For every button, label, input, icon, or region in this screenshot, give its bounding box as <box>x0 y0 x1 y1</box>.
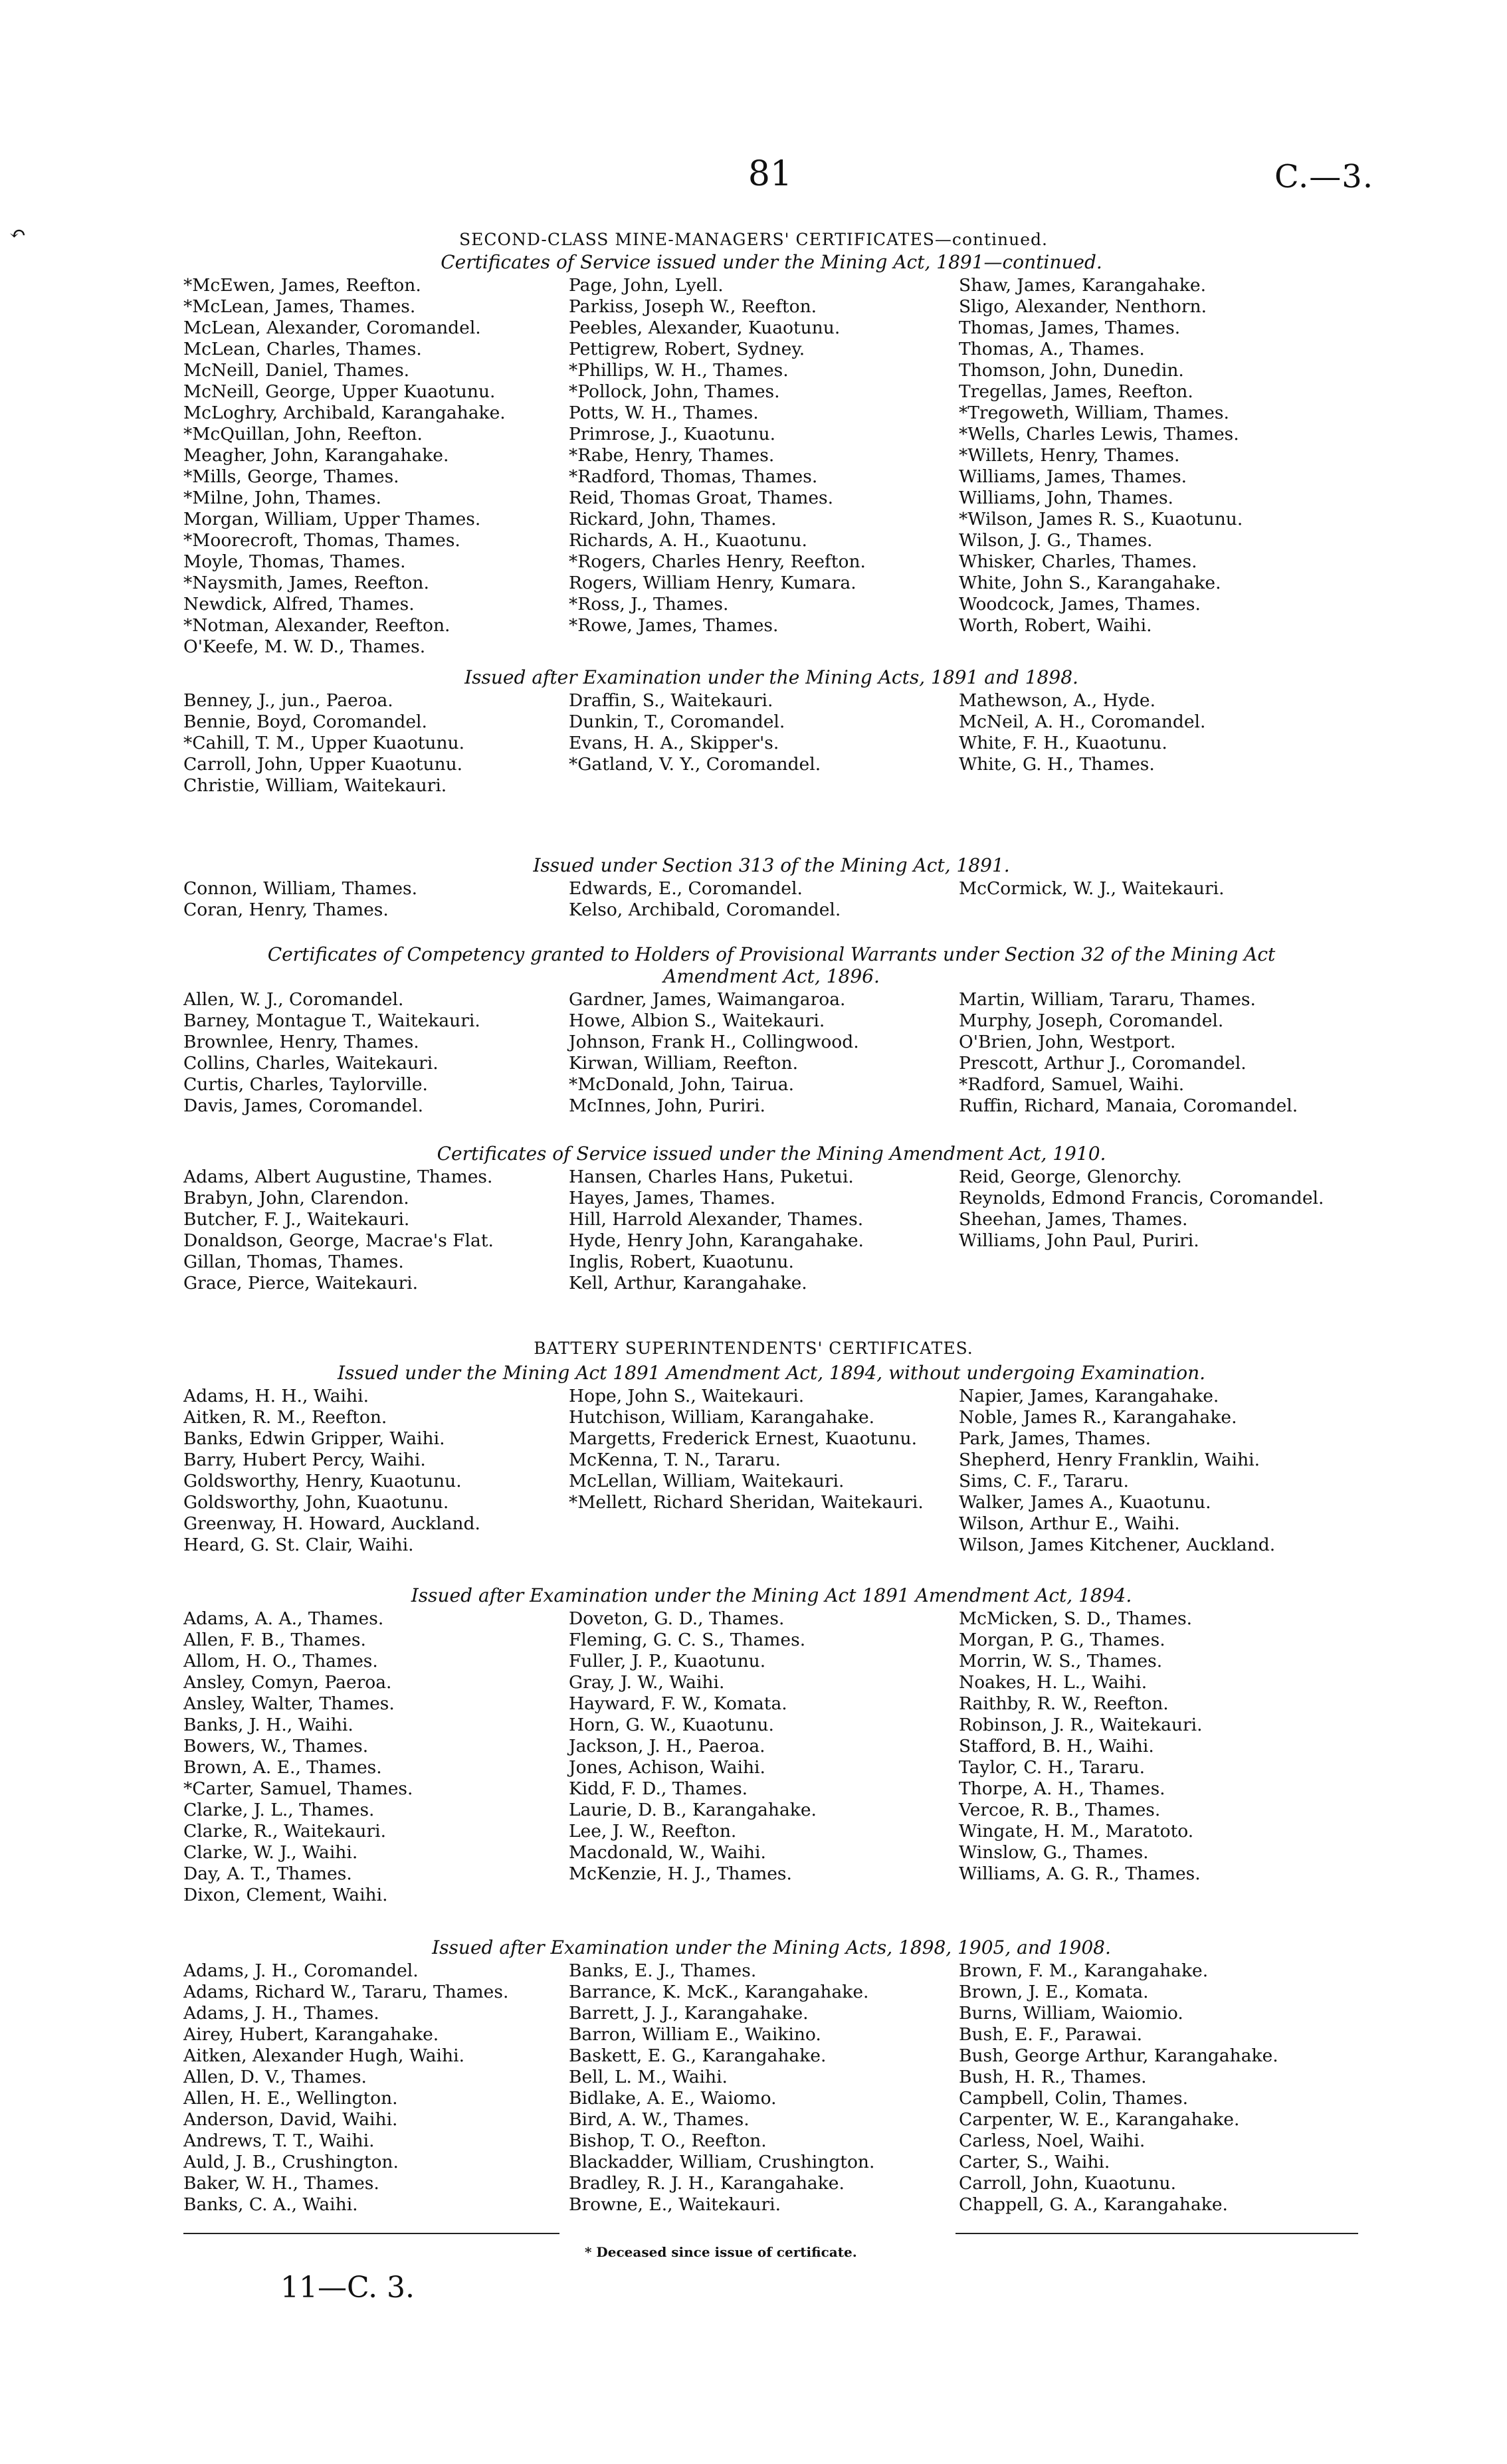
list-item: Fleming, G. C. S., Thames. <box>569 1630 806 1650</box>
list-item: Hill, Harrold Alexander, Thames. <box>569 1209 864 1230</box>
list-item: Lee, J. W., Reefton. <box>569 1821 737 1842</box>
list-item: *McDonald, John, Tairua. <box>569 1074 794 1095</box>
list-item: Barry, Hubert Percy, Waihi. <box>183 1450 426 1470</box>
section-battery-exam-1898-1908 <box>183 1937 1359 2216</box>
title-mine-managers: SECOND-CLASS MINE-MANAGERS' CERTIFICATES—continued. <box>459 230 1048 249</box>
list-item: *Ross, J., Thames. <box>569 594 729 615</box>
list-item: Brabyn, John, Clarendon. <box>183 1188 409 1208</box>
list-item: Browne, E., Waitekauri. <box>569 2194 781 2215</box>
list-item: Jones, Achison, Waihi. <box>569 1757 765 1778</box>
list-item: Bidlake, A. E., Waiomo. <box>569 2088 777 2109</box>
column-3 <box>959 275 1359 658</box>
section-competency-1896 <box>183 943 1359 1117</box>
list-item: Bush, George Arthur, Karangahake. <box>959 2045 1278 2066</box>
list-item: Johnson, Frank H., Collingwood. <box>569 1032 859 1052</box>
list-item: McMicken, S. D., Thames. <box>959 1608 1193 1629</box>
signature-mark: 11—C. 3. <box>280 2271 415 2305</box>
list-item: McLean, Charles, Thames. <box>183 339 422 359</box>
list-item: Potts, W. H., Thames. <box>569 403 759 423</box>
column-1 <box>183 1608 569 1906</box>
list-item: *Mellett, Richard Sheridan, Waitekauri. <box>569 1492 924 1513</box>
list-item: Carter, S., Waihi. <box>959 2152 1110 2172</box>
list-item: Winslow, G., Thames. <box>959 1842 1149 1863</box>
list-item: *Milne, John, Thames. <box>183 488 381 508</box>
list-item: Hyde, Henry John, Karangahake. <box>569 1230 864 1251</box>
list-item: Brown, J. E., Komata. <box>959 1982 1149 2002</box>
list-item: Williams, James, Thames. <box>959 466 1187 487</box>
list-item: Thomas, James, Thames. <box>959 318 1181 338</box>
list-item: Allen, D. V., Thames. <box>183 2067 367 2087</box>
list-item: Kidd, F. D., Thames. <box>569 1778 748 1799</box>
list-item: Noakes, H. L., Waihi. <box>959 1672 1148 1693</box>
list-item: *Gatland, V. Y., Coromandel. <box>569 754 821 775</box>
column-1 <box>183 1167 569 1294</box>
list-item: Gillan, Thomas, Thames. <box>183 1252 404 1272</box>
margin-mark: ↶ <box>9 223 27 246</box>
list-item: *Phillips, W. H., Thames. <box>569 360 789 381</box>
list-item: Brown, F. M., Karangahake. <box>959 1960 1209 1981</box>
list-item: Evans, H. A., Skipper's. <box>569 733 779 753</box>
section-heading: Issued after Examination under the Mining Acts, 1891 and 1898. <box>464 666 1078 688</box>
list-item: Kirwan, William, Reefton. <box>569 1053 799 1074</box>
list-item: *Wells, Charles Lewis, Thames. <box>959 424 1239 444</box>
list-item: Sligo, Alexander, Nenthorn. <box>959 296 1207 317</box>
list-item: Sheehan, James, Thames. <box>959 1209 1188 1230</box>
footnote: * Deceased since issue of certificate. <box>585 2244 857 2260</box>
list-item: Morgan, William, Upper Thames. <box>183 509 481 529</box>
list-item: Moyle, Thomas, Thames. <box>183 551 406 572</box>
column-2 <box>569 1386 959 1556</box>
column-1 <box>183 878 569 921</box>
list-item: Davis, James, Coromandel. <box>183 1095 424 1116</box>
list-item: Murphy, Joseph, Coromandel. <box>959 1010 1224 1031</box>
column-3 <box>959 878 1359 921</box>
list-item: Morgan, P. G., Thames. <box>959 1630 1165 1650</box>
section-heading: Certificates of Service issued under the Mining Amendment Act, 1910. <box>437 1143 1106 1165</box>
list-item: Hutchison, William, Karangahake. <box>569 1407 875 1428</box>
list-item: Bush, E. F., Parawai. <box>959 2024 1143 2045</box>
list-item: *Carter, Samuel, Thames. <box>183 1778 413 1799</box>
list-item: O'Keefe, M. W. D., Thames. <box>183 636 426 657</box>
list-item: McCormick, W. J., Waitekauri. <box>959 878 1225 899</box>
list-item: Clarke, W. J., Waihi. <box>183 1842 358 1863</box>
list-item: *Naysmith, James, Reefton. <box>183 573 429 593</box>
section-heading: Issued after Examination under the Mining Act 1891 Amendment Act, 1894. <box>411 1584 1132 1606</box>
list-item: Prescott, Arthur J., Coromandel. <box>959 1053 1247 1074</box>
title-battery: BATTERY SUPERINTENDENTS' CERTIFICATES. <box>534 1339 973 1358</box>
column-2 <box>569 1167 959 1294</box>
list-item: Gray, J. W., Waihi. <box>569 1672 725 1693</box>
list-item: Allen, H. E., Wellington. <box>183 2088 398 2109</box>
list-item: Campbell, Colin, Thames. <box>959 2088 1189 2109</box>
section-battery-exam-1894 <box>183 1584 1359 1906</box>
list-item: Primrose, J., Kuaotunu. <box>569 424 775 444</box>
list-item: Horn, G. W., Kuaotunu. <box>569 1715 774 1735</box>
list-item: Barney, Montague T., Waitekauri. <box>183 1010 480 1031</box>
list-item: Worth, Robert, Waihi. <box>959 615 1152 636</box>
list-item: Auld, J. B., Crushington. <box>183 2152 399 2172</box>
list-item: McNeill, George, Upper Kuaotunu. <box>183 381 496 402</box>
list-item: McLoghry, Archibald, Karangahake. <box>183 403 506 423</box>
list-item: Doveton, G. D., Thames. <box>569 1608 785 1629</box>
list-item: Napier, James, Karangahake. <box>959 1386 1219 1406</box>
list-item: Adams, J. H., Coromandel. <box>183 1960 419 1981</box>
list-item: Richards, A. H., Kuaotunu. <box>569 530 807 551</box>
list-item: Robinson, J. R., Waitekauri. <box>959 1715 1203 1735</box>
list-item: Grace, Pierce, Waitekauri. <box>183 1273 419 1293</box>
list-item: Meagher, John, Karangahake. <box>183 445 449 466</box>
list-item: Brown, A. E., Thames. <box>183 1757 382 1778</box>
list-item: Hope, John S., Waitekauri. <box>569 1386 805 1406</box>
list-item: Woodcock, James, Thames. <box>959 594 1201 615</box>
list-item: McLean, Alexander, Coromandel. <box>183 318 481 338</box>
list-item: Vercoe, R. B., Thames. <box>959 1800 1161 1820</box>
list-item: McInnes, John, Puriri. <box>569 1095 765 1116</box>
list-item: Allen, F. B., Thames. <box>183 1630 366 1650</box>
list-item: Banks, J. H., Waihi. <box>183 1715 353 1735</box>
list-item: Dixon, Clement, Waihi. <box>183 1885 388 1905</box>
list-item: Rogers, William Henry, Kumara. <box>569 573 856 593</box>
column-3 <box>959 690 1359 797</box>
list-item: Bell, L. M., Waihi. <box>569 2067 728 2087</box>
list-item: *Notman, Alexander, Reefton. <box>183 615 451 636</box>
list-item: Hayward, F. W., Komata. <box>569 1693 787 1714</box>
column-2 <box>569 989 959 1117</box>
list-item: McLellan, William, Waitekauri. <box>569 1471 845 1491</box>
section-heading: Certificates of Competency granted to Holders of Provisional Warrants under Section 32 of the Mining Act Amendment Act, 1896. <box>267 943 1276 987</box>
list-item: Burns, William, Waiomio. <box>959 2003 1183 2024</box>
list-item: *Radford, Samuel, Waihi. <box>959 1074 1185 1095</box>
list-item: Tregellas, James, Reefton. <box>959 381 1193 402</box>
list-item: Inglis, Robert, Kuaotunu. <box>569 1252 794 1272</box>
list-item: Brownlee, Henry, Thames. <box>183 1032 419 1052</box>
list-item: Carroll, John, Kuaotunu. <box>959 2173 1177 2194</box>
list-item: Laurie, D. B., Karangahake. <box>569 1800 817 1820</box>
section-exam-1891-1898 <box>183 666 1359 797</box>
list-item: Goldsworthy, John, Kuaotunu. <box>183 1492 449 1513</box>
list-item: Clarke, R., Waitekauri. <box>183 1821 387 1842</box>
list-item: McKenzie, H. J., Thames. <box>569 1863 792 1884</box>
list-item: *Pollock, John, Thames. <box>569 381 780 402</box>
list-item: Fuller, J. P., Kuaotunu. <box>569 1651 766 1671</box>
list-item: Adams, H. H., Waihi. <box>183 1386 369 1406</box>
footnote-rule-right <box>955 2233 1358 2234</box>
page-number: 81 <box>748 154 793 194</box>
list-item: Shepherd, Henry Franklin, Waihi. <box>959 1450 1260 1470</box>
list-item: Ruffin, Richard, Manaia, Coromandel. <box>959 1095 1298 1116</box>
list-item: Chappell, G. A., Karangahake. <box>959 2194 1228 2215</box>
list-item: Barrance, K. McK., Karangahake. <box>569 1982 869 2002</box>
list-item: Reid, Thomas Groat, Thames. <box>569 488 834 508</box>
column-1 <box>183 1960 569 2216</box>
list-item: Hayes, James, Thames. <box>569 1188 776 1208</box>
list-item: McNeill, Daniel, Thames. <box>183 360 410 381</box>
list-item: Noble, James R., Karangahake. <box>959 1407 1237 1428</box>
list-item: O'Brien, John, Westport. <box>959 1032 1176 1052</box>
list-item: Pettigrew, Robert, Sydney. <box>569 339 805 359</box>
list-item: Baskett, E. G., Karangahake. <box>569 2045 827 2066</box>
list-item: Curtis, Charles, Taylorville. <box>183 1074 428 1095</box>
list-item: Carroll, John, Upper Kuaotunu. <box>183 754 463 775</box>
list-item: Banks, Edwin Gripper, Waihi. <box>183 1428 445 1449</box>
list-item: *McEwen, James, Reefton. <box>183 275 421 296</box>
list-item: Banks, E. J., Thames. <box>569 1960 757 1981</box>
section-313 <box>183 854 1359 921</box>
list-item: Park, James, Thames. <box>959 1428 1152 1449</box>
list-item: Bird, A. W., Thames. <box>569 2109 750 2130</box>
column-2 <box>569 1608 959 1906</box>
list-item: Page, John, Lyell. <box>569 275 724 296</box>
list-item: Christie, William, Waitekauri. <box>183 775 447 796</box>
list-item: Adams, Richard W., Tararu, Thames. <box>183 1982 509 2002</box>
section-service-1891 <box>183 251 1359 658</box>
list-item: Parkiss, Joseph W., Reefton. <box>569 296 817 317</box>
list-item: Whisker, Charles, Thames. <box>959 551 1197 572</box>
list-item: White, F. H., Kuaotunu. <box>959 733 1167 753</box>
list-item: Dunkin, T., Coromandel. <box>569 711 785 732</box>
list-item: Kell, Arthur, Karangahake. <box>569 1273 807 1293</box>
list-item: Raithby, R. W., Reefton. <box>959 1693 1169 1714</box>
list-item: Wilson, J. G., Thames. <box>959 530 1153 551</box>
list-item: *Mills, George, Thames. <box>183 466 399 487</box>
list-item: Thomson, John, Dunedin. <box>959 360 1184 381</box>
list-item: Airey, Hubert, Karangahake. <box>183 2024 439 2045</box>
list-item: *Tregoweth, William, Thames. <box>959 403 1229 423</box>
list-item: Taylor, C. H., Tararu. <box>959 1757 1146 1778</box>
list-item: Reid, George, Glenorchy. <box>959 1167 1182 1187</box>
list-item: Bowers, W., Thames. <box>183 1736 369 1756</box>
list-item: McKenna, T. N., Tararu. <box>569 1450 781 1470</box>
list-item: Macdonald, W., Waihi. <box>569 1842 766 1863</box>
list-item: Allom, H. O., Thames. <box>183 1651 378 1671</box>
column-3 <box>959 1608 1359 1906</box>
list-item: Jackson, J. H., Paeroa. <box>569 1736 765 1756</box>
list-item: Draffin, S., Waitekauri. <box>569 690 773 711</box>
column-3 <box>959 989 1359 1117</box>
list-item: Allen, W. J., Coromandel. <box>183 989 404 1010</box>
list-item: *Cahill, T. M., Upper Kuaotunu. <box>183 733 465 753</box>
list-item: Walker, James A., Kuaotunu. <box>959 1492 1211 1513</box>
list-item: Aitken, Alexander Hugh, Waihi. <box>183 2045 464 2066</box>
column-1 <box>183 989 569 1117</box>
section-heading: Certificates of Service issued under the Mining Act, 1891—continued. <box>441 251 1102 273</box>
column-1 <box>183 275 569 658</box>
list-item: Goldsworthy, Henry, Kuaotunu. <box>183 1471 462 1491</box>
list-item: Edwards, E., Coromandel. <box>569 878 803 899</box>
list-item: Blackadder, William, Crushington. <box>569 2152 875 2172</box>
column-1 <box>183 690 569 797</box>
list-item: Bishop, T. O., Reefton. <box>569 2131 767 2151</box>
document-reference: C.—3. <box>1274 158 1374 195</box>
list-item: Shaw, James, Karangahake. <box>959 275 1207 296</box>
list-item: Baker, W. H., Thames. <box>183 2173 379 2194</box>
list-item: Adams, Albert Augustine, Thames. <box>183 1167 493 1187</box>
footnote-rule-left <box>183 2233 559 2234</box>
list-item: Stafford, B. H., Waihi. <box>959 1736 1154 1756</box>
list-item: Mathewson, A., Hyde. <box>959 690 1156 711</box>
list-item: Ansley, Comyn, Paeroa. <box>183 1672 392 1693</box>
list-item: Peebles, Alexander, Kuaotunu. <box>569 318 841 338</box>
list-item: Williams, John, Thames. <box>959 488 1173 508</box>
list-item: Reynolds, Edmond Francis, Coromandel. <box>959 1188 1324 1208</box>
list-item: Thorpe, A. H., Thames. <box>959 1778 1165 1799</box>
list-item: White, G. H., Thames. <box>959 754 1155 775</box>
list-item: Margetts, Frederick Ernest, Kuaotunu. <box>569 1428 918 1449</box>
list-item: Day, A. T., Thames. <box>183 1863 352 1884</box>
list-item: Thomas, A., Thames. <box>959 339 1145 359</box>
list-item: Howe, Albion S., Waitekauri. <box>569 1010 825 1031</box>
list-item: Clarke, J. L., Thames. <box>183 1800 375 1820</box>
list-item: Benney, J., jun., Paeroa. <box>183 690 393 711</box>
list-item: Williams, John Paul, Puriri. <box>959 1230 1199 1251</box>
list-item: *Rogers, Charles Henry, Reefton. <box>569 551 866 572</box>
list-item: *McQuillan, John, Reefton. <box>183 424 423 444</box>
list-item: *Rowe, James, Thames. <box>569 615 779 636</box>
list-item: Wilson, James Kitchener, Auckland. <box>959 1535 1276 1555</box>
list-item: Barrett, J. J., Karangahake. <box>569 2003 809 2024</box>
list-item: Martin, William, Tararu, Thames. <box>959 989 1256 1010</box>
list-item: Donaldson, George, Macrae's Flat. <box>183 1230 494 1251</box>
list-item: Heard, G. St. Clair, Waihi. <box>183 1535 414 1555</box>
list-item: Wingate, H. M., Maratoto. <box>959 1821 1194 1842</box>
list-item: Connon, William, Thames. <box>183 878 418 899</box>
list-item: Andrews, T. T., Waihi. <box>183 2131 375 2151</box>
list-item: Banks, C. A., Waihi. <box>183 2194 358 2215</box>
list-item: Carpenter, W. E., Karangahake. <box>959 2109 1240 2130</box>
column-3 <box>959 1960 1359 2216</box>
column-3 <box>959 1167 1359 1294</box>
column-2 <box>569 275 959 658</box>
list-item: Newdick, Alfred, Thames. <box>183 594 415 615</box>
list-item: *McLean, James, Thames. <box>183 296 416 317</box>
list-item: *Rabe, Henry, Thames. <box>569 445 775 466</box>
list-item: Hansen, Charles Hans, Puketui. <box>569 1167 854 1187</box>
list-item: Morrin, W. S., Thames. <box>959 1651 1163 1671</box>
column-2 <box>569 878 959 921</box>
list-item: Adams, A. A., Thames. <box>183 1608 384 1629</box>
list-item: *Willets, Henry, Thames. <box>959 445 1180 466</box>
list-item: Williams, A. G. R., Thames. <box>959 1863 1201 1884</box>
section-battery-no-exam <box>183 1362 1359 1556</box>
list-item: Coran, Henry, Thames. <box>183 900 389 920</box>
list-item: Ansley, Walter, Thames. <box>183 1693 395 1714</box>
list-item: McNeil, A. H., Coromandel. <box>959 711 1206 732</box>
list-item: Carless, Noel, Waihi. <box>959 2131 1146 2151</box>
list-item: Wilson, Arthur E., Waihi. <box>959 1513 1180 1534</box>
list-item: Barron, William E., Waikino. <box>569 2024 821 2045</box>
list-item: Anderson, David, Waihi. <box>183 2109 398 2130</box>
column-2 <box>569 1960 959 2216</box>
list-item: Rickard, John, Thames. <box>569 509 777 529</box>
section-heading: Issued after Examination under the Mining Acts, 1898, 1905, and 1908. <box>432 1937 1111 1958</box>
column-2 <box>569 690 959 797</box>
section-heading: Issued under the Mining Act 1891 Amendment Act, 1894, without undergoing Examination. <box>337 1362 1206 1384</box>
list-item: Aitken, R. M., Reefton. <box>183 1407 387 1428</box>
list-item: Butcher, F. J., Waitekauri. <box>183 1209 410 1230</box>
list-item: White, John S., Karangahake. <box>959 573 1221 593</box>
list-item: Bush, H. R., Thames. <box>959 2067 1147 2087</box>
list-item: Bennie, Boyd, Coromandel. <box>183 711 427 732</box>
list-item: Collins, Charles, Waitekauri. <box>183 1053 439 1074</box>
list-item: Kelso, Archibald, Coromandel. <box>569 900 841 920</box>
column-3 <box>959 1386 1359 1556</box>
list-item: Adams, J. H., Thames. <box>183 2003 379 2024</box>
list-item: *Radford, Thomas, Thames. <box>569 466 818 487</box>
section-heading: Issued under Section 313 of the Mining Act, 1891. <box>533 854 1010 876</box>
column-1 <box>183 1386 569 1556</box>
list-item: Gardner, James, Waimangaroa. <box>569 989 846 1010</box>
section-service-1910 <box>183 1143 1359 1294</box>
list-item: Sims, C. F., Tararu. <box>959 1471 1129 1491</box>
list-item: Bradley, R. J. H., Karangahake. <box>569 2173 845 2194</box>
list-item: Greenway, H. Howard, Auckland. <box>183 1513 480 1534</box>
list-item: *Moorecroft, Thomas, Thames. <box>183 530 460 551</box>
list-item: *Wilson, James R. S., Kuaotunu. <box>959 509 1243 529</box>
